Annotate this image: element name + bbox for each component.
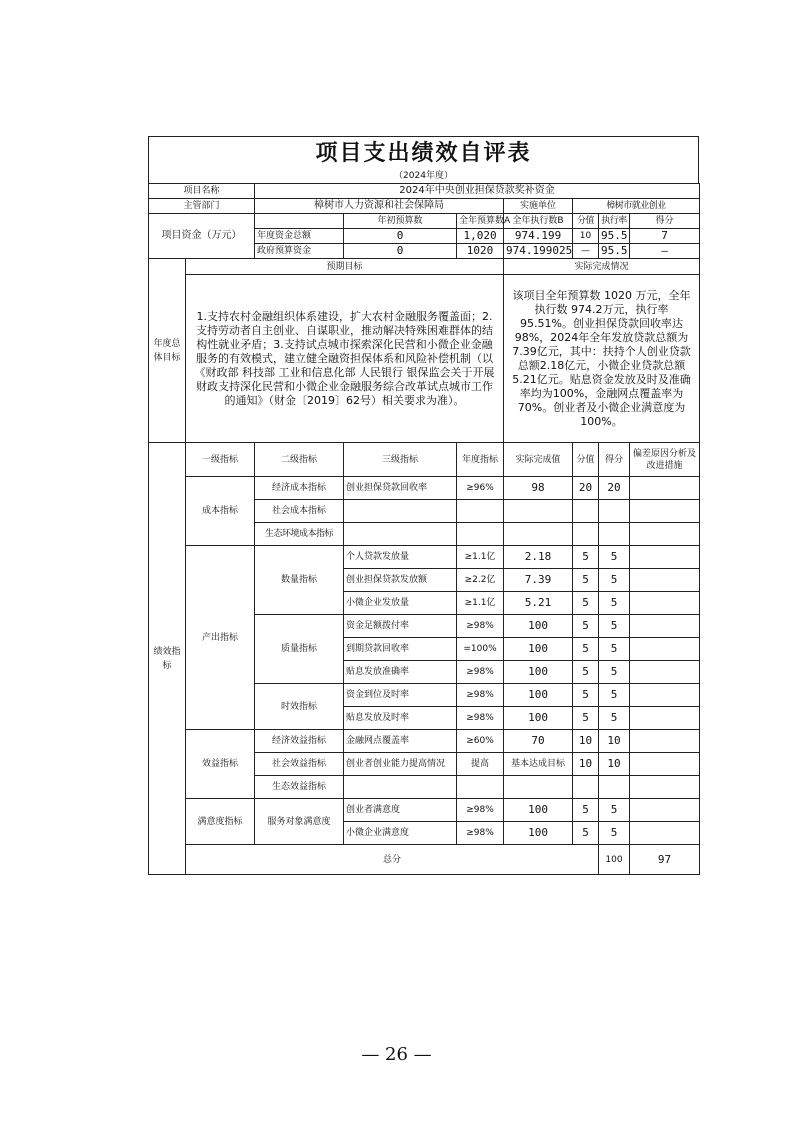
funds-row-name: 年度资金总额 xyxy=(255,229,344,244)
project-name-value: 2024年中央创业担保贷款奖补资金 xyxy=(255,184,700,199)
indicator-row xyxy=(149,546,700,569)
score-value: 10 xyxy=(573,730,599,753)
score-value: 5 xyxy=(573,684,599,707)
got-value: 5 xyxy=(599,638,630,661)
reason-cell xyxy=(630,615,700,638)
funds-score: — xyxy=(573,244,599,259)
header-l3: 三级指标 xyxy=(344,443,457,477)
project-name-row xyxy=(149,184,700,199)
indicator-row xyxy=(149,477,700,500)
sub-quantity: 数量指标 xyxy=(255,546,344,615)
funds-initial: 0 xyxy=(344,229,457,244)
target-value: ≥1.1亿 xyxy=(457,592,504,615)
target-value: ≥1.1亿 xyxy=(457,546,504,569)
target-value: ≥98% xyxy=(457,707,504,730)
got-value: 5 xyxy=(599,661,630,684)
reason-cell xyxy=(630,592,700,615)
l3-label: 贴息发放及时率 xyxy=(344,707,457,730)
got-value: 5 xyxy=(599,546,630,569)
actual-value: 100 xyxy=(504,661,573,684)
score-value: 5 xyxy=(573,707,599,730)
sub-service: 服务对象满意度 xyxy=(255,799,344,845)
target-value: ≥60% xyxy=(457,730,504,753)
l3-label: 创业者满意度 xyxy=(344,799,457,822)
got-value: 5 xyxy=(599,684,630,707)
l3-label: 创业担保贷款发放额 xyxy=(344,569,457,592)
header-l2: 二级指标 xyxy=(255,443,344,477)
actual-value: 100 xyxy=(504,799,573,822)
actual-value: 100 xyxy=(504,684,573,707)
l3-label: 到期贷款回收率 xyxy=(344,638,457,661)
header-got: 得分 xyxy=(599,443,630,477)
reason-cell xyxy=(630,477,700,500)
l3-label: 资金足额拨付率 xyxy=(344,615,457,638)
header-reason: 偏差原因分析及改进措施 xyxy=(630,443,700,477)
score-value: 5 xyxy=(573,569,599,592)
funds-col-full: 全年预算数A xyxy=(457,214,504,229)
dept-value: 樟树市人力资源和社会保障局 xyxy=(255,199,504,214)
got-value: 20 xyxy=(599,477,630,500)
got-value: 10 xyxy=(599,730,630,753)
target-value: 提高 xyxy=(457,753,504,776)
total-label: 总分 xyxy=(186,845,599,875)
got-value: 5 xyxy=(599,799,630,822)
impl-label: 实施单位 xyxy=(504,199,573,214)
form-title: 项目支出绩效自评表 xyxy=(148,136,699,169)
page-number: — 26 — xyxy=(361,1044,432,1065)
reason-cell xyxy=(630,569,700,592)
reason-cell xyxy=(630,661,700,684)
actual-value: 70 xyxy=(504,730,573,753)
sub-eco-cost: 生态环境成本指标 xyxy=(255,523,344,546)
group-output: 产出指标 xyxy=(186,546,255,730)
score-value: 5 xyxy=(573,661,599,684)
reason-cell xyxy=(630,707,700,730)
header-l1: 一级指标 xyxy=(186,443,255,477)
l3-label: 金融网点覆盖率 xyxy=(344,730,457,753)
reason-cell xyxy=(630,799,700,822)
reason-cell xyxy=(630,730,700,753)
sub-econ-cost: 经济成本指标 xyxy=(255,477,344,500)
goals-content-row xyxy=(149,275,700,443)
target-value: ≥98% xyxy=(457,615,504,638)
funds-full: 1020 xyxy=(457,244,504,259)
actual-value: 100 xyxy=(504,615,573,638)
actual-value: 5.21 xyxy=(504,592,573,615)
score-value: 5 xyxy=(573,546,599,569)
target-value: =100% xyxy=(457,638,504,661)
funds-label: 项目资金（万元） xyxy=(149,214,255,259)
target-value: ≥98% xyxy=(457,799,504,822)
performance-form xyxy=(148,136,699,875)
actual-value: 基本达成目标 xyxy=(504,753,573,776)
form-year: （2024年度） xyxy=(148,169,699,183)
target-value: ≥98% xyxy=(457,822,504,845)
sub-social-benefit: 社会效益指标 xyxy=(255,753,344,776)
target-value: ≥98% xyxy=(457,684,504,707)
funds-col-exec: 全年执行数B xyxy=(504,214,573,229)
funds-col-initial: 年初预算数 xyxy=(344,214,457,229)
funds-col-score: 分值 xyxy=(573,214,599,229)
l3-label: 资金到位及时率 xyxy=(344,684,457,707)
dept-row xyxy=(149,199,700,214)
goals-expected-label: 预期目标 xyxy=(186,259,504,275)
indicators-side-label: 绩效指标 xyxy=(149,443,186,875)
header-score: 分值 xyxy=(573,443,599,477)
goals-label: 年度总体目标 xyxy=(149,259,186,443)
l3-label: 创业者创业能力提高情况 xyxy=(344,753,457,776)
funds-col-rate: 执行率 xyxy=(599,214,630,229)
funds-score: 10 xyxy=(573,229,599,244)
group-satisfaction: 满意度指标 xyxy=(186,799,255,845)
funds-rate: 95.5 xyxy=(599,229,630,244)
got-value: 5 xyxy=(599,569,630,592)
score-value: 20 xyxy=(573,477,599,500)
sub-eco-benefit: 生态效益指标 xyxy=(255,776,344,799)
score-value: 5 xyxy=(573,592,599,615)
target-value: ≥96% xyxy=(457,477,504,500)
actual-value: 2.18 xyxy=(504,546,573,569)
group-cost: 成本指标 xyxy=(186,477,255,546)
performance-table xyxy=(148,183,700,875)
target-value: ≥98% xyxy=(457,661,504,684)
actual-value: 100 xyxy=(504,638,573,661)
funds-got: 7 xyxy=(630,229,700,244)
actual-value: 7.39 xyxy=(504,569,573,592)
sub-timeliness: 时效指标 xyxy=(255,684,344,730)
funds-col-got: 得分 xyxy=(630,214,700,229)
reason-cell xyxy=(630,822,700,845)
score-value: 5 xyxy=(573,615,599,638)
total-got: 97 xyxy=(630,845,700,875)
group-benefit: 效益指标 xyxy=(186,730,255,799)
got-value: 5 xyxy=(599,822,630,845)
funds-exec: 974.199 xyxy=(504,229,573,244)
funds-initial: 0 xyxy=(344,244,457,259)
score-value: 5 xyxy=(573,638,599,661)
score-value: 5 xyxy=(573,822,599,845)
indicator-row xyxy=(149,799,700,822)
got-value: 10 xyxy=(599,753,630,776)
header-actual: 实际完成值 xyxy=(504,443,573,477)
score-value: 10 xyxy=(573,753,599,776)
total-row xyxy=(149,845,700,875)
reason-cell xyxy=(630,684,700,707)
indicator-header-row xyxy=(149,443,700,477)
funds-full: 1,020 xyxy=(457,229,504,244)
funds-rate: 95.5 xyxy=(599,244,630,259)
funds-got: — xyxy=(630,244,700,259)
l3-label: 创业担保贷款回收率 xyxy=(344,477,457,500)
got-value: 5 xyxy=(599,615,630,638)
impl-value: 樟树市就业创业 xyxy=(573,199,700,214)
goals-expected: 1.支持农村金融组织体系建设，扩大农村金融服务覆盖面；2.支持劳动者自主创业、自谋职业，推动解决特殊困难群体的结构性就业矛盾；3.支持试点城市探索深化民营和小微企业金融服务的有效模式，建立健全融资担保体系和风险补偿机制（以《财政部 科技部 工业和信息化部 人民银行 银保监会关于开展财政支持深化民营和小微企业金融服务综合改革试点城市工作的通知》（财金〔2019〕62号）相关要求为准）。 xyxy=(186,275,504,443)
sub-quality: 质量指标 xyxy=(255,615,344,684)
indicator-row xyxy=(149,730,700,753)
dept-label: 主管部门 xyxy=(149,199,255,214)
goals-actual: 该项目全年预算数 1020 万元，全年执行数 974.2万元，执行率95.51%。创业担保贷款回收率达98%，2024年全年发放贷款总额为7.39亿元，其中：扶持个人创业贷款总额2.18亿元，小微企业贷款总额5.21亿元。贴息资金发放及时及准确率均为100%，金融网点覆盖率为70%。创业者及小微企业满意度为100%。 xyxy=(504,275,700,443)
l3-label: 小微企业满意度 xyxy=(344,822,457,845)
sub-econ-benefit: 经济效益指标 xyxy=(255,730,344,753)
reason-cell xyxy=(630,638,700,661)
actual-value: 98 xyxy=(504,477,573,500)
funds-header-row xyxy=(149,214,700,229)
reason-cell xyxy=(630,753,700,776)
actual-value: 100 xyxy=(504,822,573,845)
target-value: ≥2.2亿 xyxy=(457,569,504,592)
project-name-label: 项目名称 xyxy=(149,184,255,199)
actual-value: 100 xyxy=(504,707,573,730)
total-score: 100 xyxy=(599,845,630,875)
header-target: 年度指标 xyxy=(457,443,504,477)
got-value: 5 xyxy=(599,592,630,615)
funds-row-name: 政府预算资金 xyxy=(255,244,344,259)
reason-cell xyxy=(630,546,700,569)
goals-actual-label: 实际完成情况 xyxy=(504,259,700,275)
funds-exec: 974.199025 xyxy=(504,244,573,259)
score-value: 5 xyxy=(573,799,599,822)
sub-social-cost: 社会成本指标 xyxy=(255,500,344,523)
l3-label: 个人贷款发放量 xyxy=(344,546,457,569)
got-value: 5 xyxy=(599,707,630,730)
l3-label: 贴息发放准确率 xyxy=(344,661,457,684)
goals-header-row xyxy=(149,259,700,275)
l3-label: 小微企业发放量 xyxy=(344,592,457,615)
